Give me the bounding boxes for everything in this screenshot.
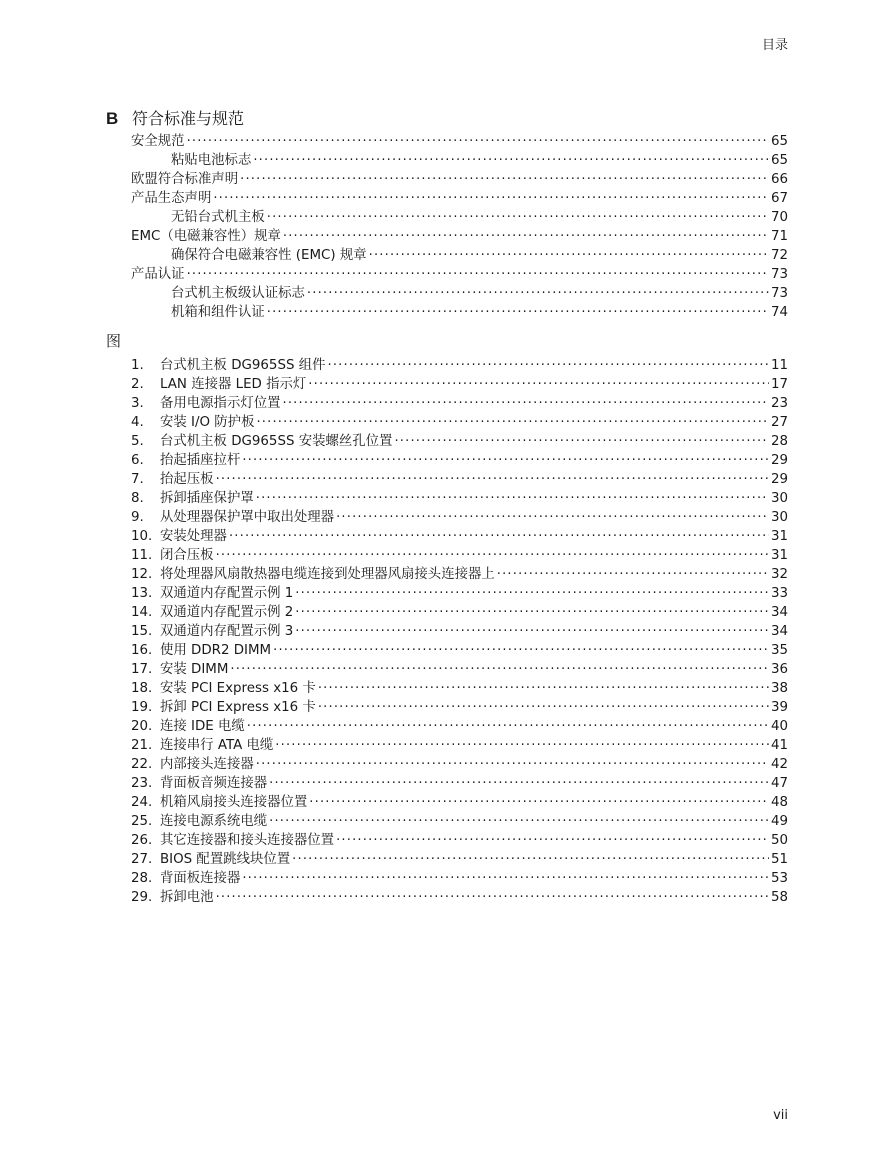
figure-number: 17. xyxy=(131,662,153,677)
entry-text: 抬起插座拉杆 xyxy=(160,453,241,468)
dot-leader xyxy=(269,773,769,787)
dot-leader xyxy=(307,283,769,297)
dot-leader xyxy=(267,207,769,221)
toc-entry[interactable] xyxy=(131,206,788,225)
entry-label xyxy=(171,282,305,301)
entry-page-number: 73 xyxy=(770,267,788,282)
entry-text: 其它连接器和接头连接器位置 xyxy=(160,833,335,848)
figures-heading: 图 xyxy=(106,332,122,350)
appendix-b-heading xyxy=(106,106,244,129)
entry-page-number: 11 xyxy=(770,358,788,373)
entry-page-number: 32 xyxy=(770,567,788,582)
dot-leader xyxy=(309,792,769,806)
entry-label xyxy=(171,206,265,225)
dot-leader xyxy=(318,678,769,692)
figure-number: 24. xyxy=(131,795,153,810)
dot-leader xyxy=(256,488,769,502)
entry-label xyxy=(131,791,307,810)
figure-number: 8. xyxy=(131,491,144,506)
page-number: vii xyxy=(773,1108,788,1123)
dot-leader xyxy=(394,431,769,445)
entry-page-number: 17 xyxy=(770,377,788,392)
figure-entry[interactable] xyxy=(131,411,788,430)
figure-number: 26. xyxy=(131,833,153,848)
figure-number: 5. xyxy=(131,434,144,449)
entry-text: 拆卸 PCI Express x16 卡 xyxy=(160,700,316,715)
entry-page-number: 70 xyxy=(770,210,788,225)
toc-entry[interactable] xyxy=(131,149,788,168)
entry-label xyxy=(131,354,326,373)
entry-label xyxy=(171,149,251,168)
dot-leader xyxy=(230,659,769,673)
dot-leader xyxy=(336,830,769,844)
entry-page-number: 42 xyxy=(770,757,788,772)
entry-text: 使用 DDR2 DIMM xyxy=(160,643,272,658)
entry-text: 双通道内存配置示例 2 xyxy=(160,605,294,620)
entry-text: 从处理器保护罩中取出处理器 xyxy=(160,510,335,525)
entry-page-number: 36 xyxy=(770,662,788,677)
figure-entry[interactable] xyxy=(131,620,788,639)
entry-label xyxy=(131,829,334,848)
entry-label xyxy=(131,867,240,886)
entry-page-number: 30 xyxy=(770,510,788,525)
dot-leader xyxy=(242,868,769,882)
entry-page-number: 29 xyxy=(770,472,788,487)
entry-page-number: 38 xyxy=(770,681,788,696)
figure-entry[interactable] xyxy=(131,392,788,411)
dot-leader xyxy=(318,697,769,711)
figure-entry[interactable] xyxy=(131,753,788,772)
entry-label xyxy=(131,658,228,677)
entry-page-number: 31 xyxy=(770,548,788,563)
entry-text: 产品生态声明 xyxy=(131,191,212,206)
dot-leader xyxy=(497,564,769,578)
entry-text: 闭合压板 xyxy=(160,548,214,563)
figure-number: 15. xyxy=(131,624,153,639)
entry-text: 确保符合电磁兼容性 (EMC) 规章 xyxy=(171,248,367,263)
figure-number: 22. xyxy=(131,757,153,772)
entry-text: 备用电源指示灯位置 xyxy=(160,396,281,411)
figure-number: 27. xyxy=(131,852,153,867)
entry-page-number: 53 xyxy=(770,871,788,886)
entry-label xyxy=(131,544,214,563)
dot-leader xyxy=(283,393,769,407)
entry-page-number: 66 xyxy=(770,172,788,187)
appendix-b-toc xyxy=(131,130,788,320)
figure-number: 3. xyxy=(131,396,144,411)
entry-text: 安全规范 xyxy=(131,134,185,149)
entry-label xyxy=(131,373,306,392)
entry-text: 无铅台式机主板 xyxy=(171,210,265,225)
entry-text: 产品认证 xyxy=(131,267,185,282)
entry-text: 内部接头连接器 xyxy=(160,757,254,772)
entry-label xyxy=(131,848,290,867)
entry-page-number: 31 xyxy=(770,529,788,544)
figure-entry[interactable] xyxy=(131,639,788,658)
dot-leader xyxy=(187,264,769,278)
figure-number: 21. xyxy=(131,738,153,753)
toc-entry[interactable] xyxy=(131,130,788,149)
figure-number: 29. xyxy=(131,890,153,905)
entry-label xyxy=(131,449,240,468)
dot-leader xyxy=(295,583,769,597)
entry-text: 连接 IDE 电缆 xyxy=(160,719,245,734)
entry-label xyxy=(131,886,214,905)
entry-text: 台式机主板 DG965SS 安装螺丝孔位置 xyxy=(160,434,393,449)
entry-text: 台式机主板级认证标志 xyxy=(171,286,305,301)
dot-leader xyxy=(216,545,769,559)
figure-number: 10. xyxy=(131,529,153,544)
dot-leader xyxy=(308,374,769,388)
figure-entry[interactable] xyxy=(131,449,788,468)
entry-text: EMC（电磁兼容性）规章 xyxy=(131,229,281,244)
entry-text: LAN 连接器 LED 指示灯 xyxy=(160,377,307,392)
dot-leader xyxy=(283,226,769,240)
figure-number: 20. xyxy=(131,719,153,734)
entry-label xyxy=(131,487,254,506)
entry-label xyxy=(131,772,267,791)
dot-leader xyxy=(295,621,769,635)
entry-text: 将处理器风扇散热器电缆连接到处理器风扇接头连接器上 xyxy=(160,567,495,582)
dot-leader xyxy=(247,716,769,730)
dot-leader xyxy=(253,150,769,164)
entry-text: 安装处理器 xyxy=(160,529,227,544)
figure-number: 2. xyxy=(131,377,144,392)
entry-label xyxy=(131,411,254,430)
entry-text: 安装 PCI Express x16 卡 xyxy=(160,681,316,696)
dot-leader xyxy=(216,887,769,901)
figure-entry[interactable] xyxy=(131,848,788,867)
figure-entry[interactable] xyxy=(131,582,788,601)
entry-label xyxy=(131,525,227,544)
entry-text: 拆卸插座保护罩 xyxy=(160,491,254,506)
figure-entry[interactable] xyxy=(131,867,788,886)
entry-label xyxy=(131,753,254,772)
entry-text: 双通道内存配置示例 1 xyxy=(160,586,294,601)
toc-entry[interactable] xyxy=(131,282,788,301)
dot-leader xyxy=(292,849,769,863)
dot-leader xyxy=(336,507,769,521)
entry-label xyxy=(171,244,367,263)
dot-leader xyxy=(213,188,769,202)
entry-text: 拆卸电池 xyxy=(160,890,214,905)
entry-page-number: 65 xyxy=(770,153,788,168)
entry-text: 台式机主板 DG965SS 组件 xyxy=(160,358,326,373)
figure-entry[interactable] xyxy=(131,468,788,487)
appendix-letter: B xyxy=(106,109,119,128)
entry-text: 安装 I/O 防护板 xyxy=(160,415,255,430)
entry-page-number: 49 xyxy=(770,814,788,829)
entry-label xyxy=(131,715,245,734)
entry-label xyxy=(131,506,334,525)
dot-leader xyxy=(240,169,769,183)
entry-label xyxy=(131,263,185,282)
entry-label xyxy=(131,130,185,149)
figure-entry[interactable] xyxy=(131,487,788,506)
dot-leader xyxy=(267,302,769,316)
entry-label xyxy=(131,563,495,582)
figure-entry[interactable] xyxy=(131,544,788,563)
entry-page-number: 73 xyxy=(770,286,788,301)
figure-number: 18. xyxy=(131,681,153,696)
entry-page-number: 65 xyxy=(770,134,788,149)
entry-label xyxy=(131,225,281,244)
entry-label xyxy=(131,601,293,620)
dot-leader xyxy=(187,131,769,145)
dot-leader xyxy=(256,412,768,426)
figure-entry[interactable] xyxy=(131,886,788,905)
figure-entry[interactable] xyxy=(131,354,788,373)
figure-entry[interactable] xyxy=(131,430,788,449)
entry-text: 机箱风扇接头连接器位置 xyxy=(160,795,308,810)
entry-page-number: 58 xyxy=(770,890,788,905)
entry-label xyxy=(131,620,293,639)
entry-text: 背面板音频连接器 xyxy=(160,776,268,791)
appendix-title: 符合标准与规范 xyxy=(132,109,245,128)
entry-label xyxy=(131,168,238,187)
figure-entry[interactable] xyxy=(131,829,788,848)
entry-page-number: 41 xyxy=(770,738,788,753)
entry-text: 连接电源系统电缆 xyxy=(160,814,268,829)
toc-entry[interactable] xyxy=(131,244,788,263)
entry-page-number: 28 xyxy=(770,434,788,449)
entry-text: 双通道内存配置示例 3 xyxy=(160,624,294,639)
figure-entry[interactable] xyxy=(131,658,788,677)
figure-entry[interactable] xyxy=(131,696,788,715)
dot-leader xyxy=(216,469,769,483)
entry-text: 连接串行 ATA 电缆 xyxy=(160,738,274,753)
figure-entry[interactable] xyxy=(131,677,788,696)
figure-entry[interactable] xyxy=(131,772,788,791)
entry-page-number: 33 xyxy=(770,586,788,601)
entry-page-number: 34 xyxy=(770,605,788,620)
figure-entry[interactable] xyxy=(131,791,788,810)
entry-page-number: 30 xyxy=(770,491,788,506)
entry-page-number: 40 xyxy=(770,719,788,734)
entry-label xyxy=(131,810,267,829)
entry-label xyxy=(131,639,271,658)
entry-page-number: 50 xyxy=(770,833,788,848)
toc-entry[interactable] xyxy=(131,263,788,282)
dot-leader xyxy=(229,526,769,540)
figure-entry[interactable] xyxy=(131,525,788,544)
figure-number: 19. xyxy=(131,700,153,715)
dot-leader xyxy=(328,355,769,369)
entry-text: 机箱和组件认证 xyxy=(171,305,265,320)
figure-number: 14. xyxy=(131,605,153,620)
entry-page-number: 34 xyxy=(770,624,788,639)
dot-leader xyxy=(273,640,769,654)
figure-entry[interactable] xyxy=(131,373,788,392)
entry-label xyxy=(131,582,293,601)
entry-page-number: 72 xyxy=(770,248,788,263)
figure-entry[interactable] xyxy=(131,715,788,734)
entry-label xyxy=(131,187,211,206)
dot-leader xyxy=(295,602,769,616)
entry-page-number: 48 xyxy=(770,795,788,810)
entry-text: 背面板连接器 xyxy=(160,871,241,886)
figure-entry[interactable] xyxy=(131,601,788,620)
dot-leader xyxy=(369,245,769,259)
dot-leader xyxy=(269,811,769,825)
figure-number: 6. xyxy=(131,453,144,468)
figure-number: 4. xyxy=(131,415,144,430)
figure-entry[interactable] xyxy=(131,810,788,829)
entry-label xyxy=(131,677,316,696)
running-header: 目录 xyxy=(761,38,788,53)
entry-page-number: 27 xyxy=(770,415,788,430)
toc-entry[interactable] xyxy=(131,225,788,244)
figure-number: 9. xyxy=(131,510,144,525)
entry-page-number: 35 xyxy=(770,643,788,658)
figure-number: 23. xyxy=(131,776,153,791)
figure-entry[interactable] xyxy=(131,563,788,582)
figure-number: 12. xyxy=(131,567,153,582)
entry-label xyxy=(171,301,265,320)
figure-number: 13. xyxy=(131,586,153,601)
entry-label xyxy=(131,430,392,449)
entry-page-number: 51 xyxy=(770,852,788,867)
entry-text: 安装 DIMM xyxy=(160,662,229,677)
entry-page-number: 23 xyxy=(770,396,788,411)
entry-page-number: 71 xyxy=(770,229,788,244)
entry-page-number: 67 xyxy=(770,191,788,206)
figures-toc xyxy=(131,354,788,905)
toc-entry[interactable] xyxy=(131,301,788,320)
entry-text: BIOS 配置跳线块位置 xyxy=(160,852,291,867)
dot-leader xyxy=(256,754,769,768)
toc-entry[interactable] xyxy=(131,187,788,206)
figure-entry[interactable] xyxy=(131,734,788,753)
entry-page-number: 47 xyxy=(770,776,788,791)
entry-label xyxy=(131,392,281,411)
entry-text: 抬起压板 xyxy=(160,472,214,487)
entry-label xyxy=(131,696,316,715)
entry-text: 粘贴电池标志 xyxy=(171,153,252,168)
figure-number: 16. xyxy=(131,643,153,658)
figure-number: 28. xyxy=(131,871,153,886)
entry-text: 欧盟符合标准声明 xyxy=(131,172,239,187)
figure-number: 7. xyxy=(131,472,144,487)
figure-entry[interactable] xyxy=(131,506,788,525)
entry-page-number: 39 xyxy=(770,700,788,715)
dot-leader xyxy=(242,450,769,464)
entry-page-number: 29 xyxy=(770,453,788,468)
figure-number: 1. xyxy=(131,358,144,373)
entry-label xyxy=(131,468,214,487)
figure-number: 25. xyxy=(131,814,153,829)
entry-label xyxy=(131,734,273,753)
figure-number: 11. xyxy=(131,548,153,563)
toc-entry[interactable] xyxy=(131,168,788,187)
dot-leader xyxy=(275,735,769,749)
entry-page-number: 74 xyxy=(770,305,788,320)
